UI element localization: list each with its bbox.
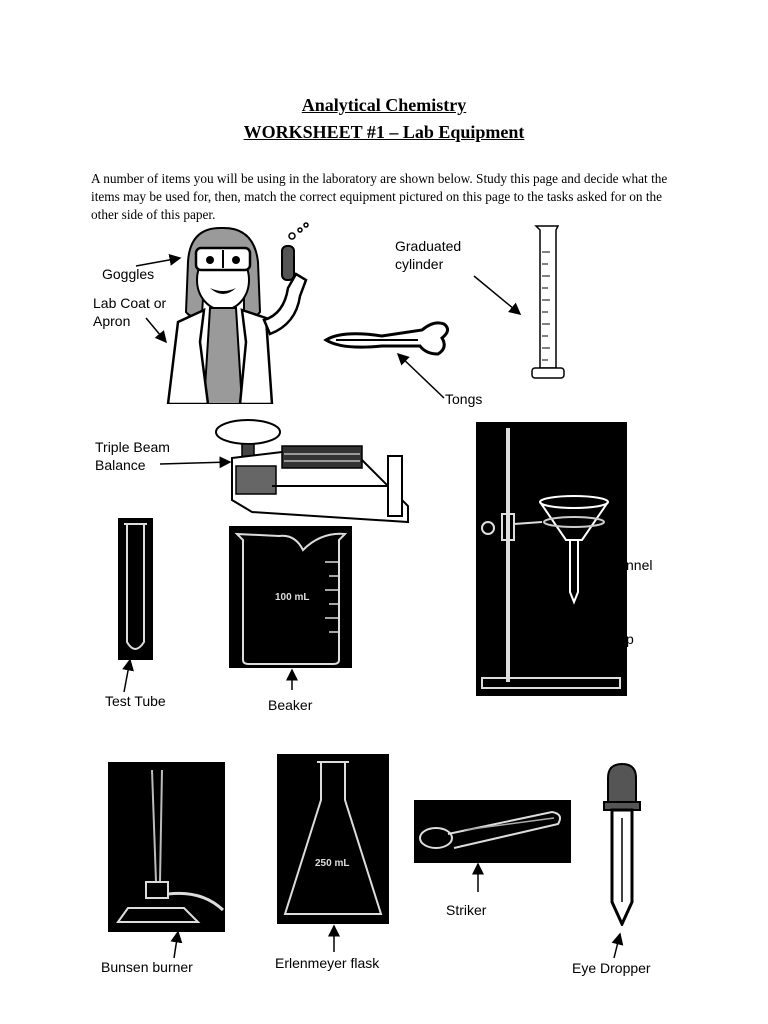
flask-volume-mark: 250 mL — [315, 858, 350, 869]
balance-arrow — [160, 462, 230, 464]
course-title: Analytical Chemistry — [301, 95, 467, 115]
lab-coat-label-line2: Apron — [93, 313, 131, 329]
eye-dropper-label: Eye Dropper — [572, 960, 651, 976]
striker-label: Striker — [446, 902, 487, 918]
erlenmeyer-flask-label: Erlenmeyer flask — [275, 955, 380, 971]
balance-label-line1: Triple Beam — [95, 439, 170, 455]
test-tube-arrow — [124, 660, 130, 692]
beaker-volume-mark: 100 mL — [275, 592, 310, 603]
tongs-label: Tongs — [445, 391, 483, 407]
bunsen-arrow — [174, 932, 178, 958]
worksheet-title: WORKSHEET #1 – Lab Equipment — [243, 122, 525, 142]
balance-label-line2: Balance — [95, 457, 146, 473]
test-tube-label: Test Tube — [105, 693, 166, 709]
beaker-label: Beaker — [268, 697, 313, 713]
tongs-arrow — [398, 354, 444, 398]
ring-label: p — [626, 631, 634, 647]
goggles-label: Goggles — [102, 266, 155, 282]
intro-paragraph: A number of items you will be using in the laboratory are shown below. Study this page and decide what the items may be used for, then, match the correct equipment pictured on this page to the tasks asked for on the other side of this paper. — [91, 171, 668, 222]
graduated-cylinder-arrow — [474, 276, 520, 314]
graduated-cylinder-label-line1: Graduated — [395, 238, 462, 254]
bunsen-burner-label: Bunsen burner — [101, 959, 193, 975]
graduated-cylinder-label-line2: cylinder — [395, 256, 444, 272]
eye-dropper-arrow — [614, 934, 620, 958]
lab-coat-label-line1: Lab Coat or — [93, 295, 167, 311]
funnel-label: nnel — [626, 557, 653, 573]
lab-coat-arrow — [146, 318, 166, 342]
